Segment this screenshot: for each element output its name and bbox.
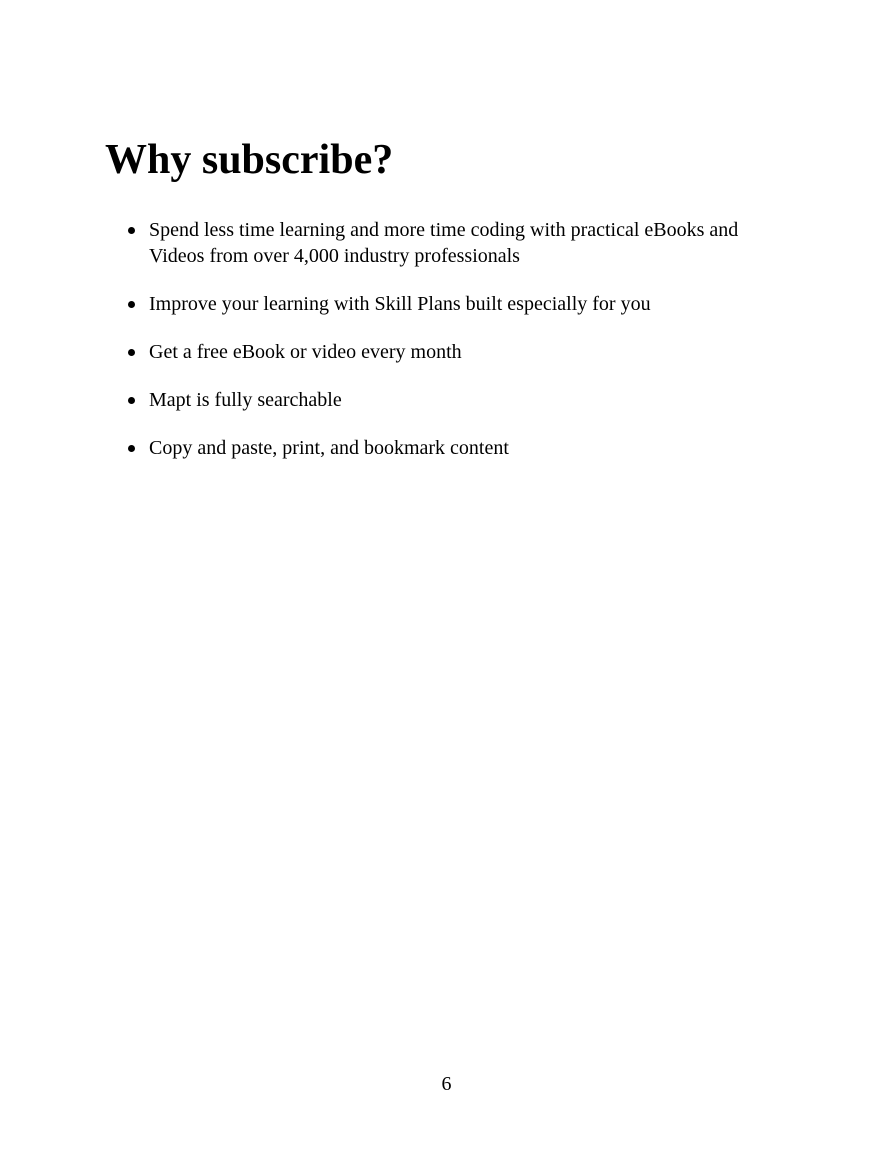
list-item-text: Mapt is fully searchable [149, 389, 342, 411]
list-item-text: Get a free eBook or video every month [149, 341, 462, 363]
list-item-text: Copy and paste, print, and bookmark content [149, 437, 509, 459]
benefits-list [106, 217, 786, 483]
bullet-icon [128, 445, 135, 452]
bullet-icon [128, 301, 135, 308]
list-item-text: Spend less time learning and more time coding with practical eBooks and Videos from over 4,000 industry professionals [149, 219, 739, 267]
list-item [106, 339, 786, 365]
list-item [106, 291, 786, 317]
bullet-icon [128, 349, 135, 356]
list-item-text: Improve your learning with Skill Plans built especially for you [149, 293, 651, 315]
list-item [106, 217, 786, 269]
list-item [106, 435, 786, 461]
bullet-icon [128, 397, 135, 404]
page-title: Why subscribe? [105, 137, 394, 183]
page-number: 6 [441, 1073, 452, 1095]
list-item [106, 387, 786, 413]
bullet-icon [128, 227, 135, 234]
